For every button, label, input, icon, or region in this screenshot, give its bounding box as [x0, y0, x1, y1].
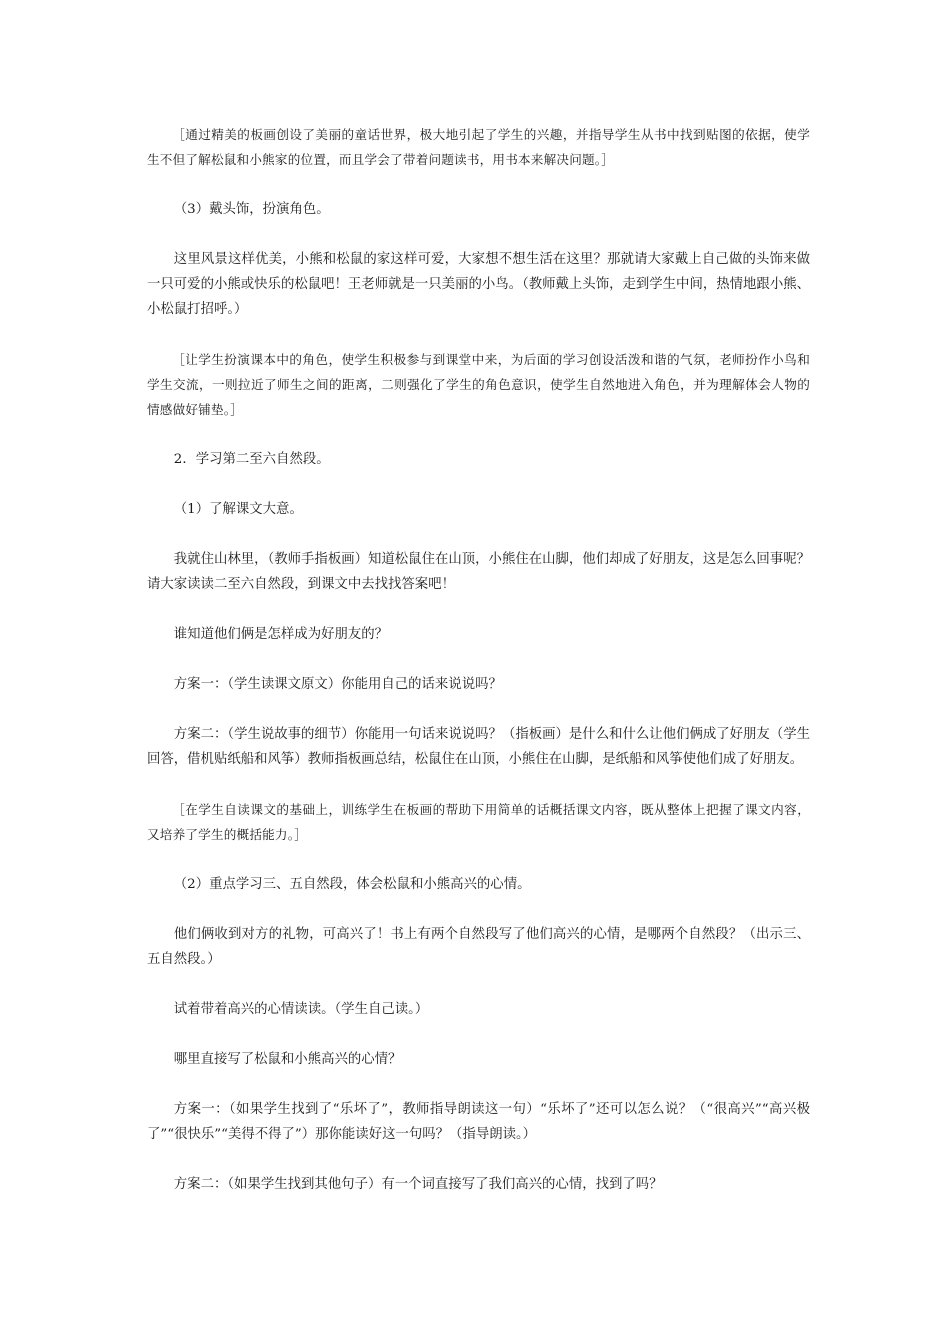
section-heading: （2）重点学习三、五自然段，体会松鼠和小熊高兴的心情。 — [173, 877, 531, 892]
section-heading: 2．学习第二至六自然段。 — [173, 452, 330, 467]
body-paragraph: 他们俩收到对方的礼物，可高兴了！书上有两个自然段写了他们高兴的心情，是哪两个自然段？（出示三、五自然段。） — [147, 927, 810, 967]
body-paragraph: 试着带着高兴的心情读读。（学生自己读。） — [173, 1002, 429, 1017]
section-heading: （1）了解课文大意。 — [173, 502, 303, 517]
body-paragraph: 方案一：（如果学生找到了“乐坏了”，教师指导朗读这一句）“乐坏了”还可以怎么说？（“很高兴”“高兴极了”“很快乐”“美得不得了”）那你能读好这一句吗？（指导朗读。） — [147, 1102, 810, 1142]
body-paragraph: 这里风景这样优美，小熊和松鼠的家这样可爱，大家想不想生活在这里？那就请大家戴上自己做的头饰来做一只可爱的小熊或快乐的松鼠吧！王老师就是一只美丽的小鸟。（教师戴上头饰，走到学生中间，热情地跟小熊、小松鼠打招呼。） — [147, 252, 810, 317]
body-paragraph: 方案一：（学生读课文原文）你能用自己的话来说说吗？ — [173, 677, 502, 692]
section-heading: （3）戴头饰，扮演角色。 — [173, 202, 330, 217]
body-paragraph: 方案二：（如果学生找到其他句子）有一个词直接写了我们高兴的心情，找到了吗？ — [173, 1177, 663, 1192]
teaching-note: ［让学生扮演课本中的角色，使学生积极参与到课堂中来，为后面的学习创设活泼和谐的气氛，老师扮作小鸟和学生交流，一则拉近了师生之间的距离，二则强化了学生的角色意识，使学生自然地进入角色，并为理解体会人物的情感做好铺垫。］ — [147, 352, 810, 417]
body-paragraph: 我就住山林里，（教师手指板画）知道松鼠住在山顶，小熊住在山脚，他们却成了好朋友，这是怎么回事呢？请大家读读二至六自然段，到课文中去找找答案吧！ — [147, 552, 810, 592]
body-paragraph: 谁知道他们俩是怎样成为好朋友的？ — [173, 627, 389, 642]
teaching-note: ［通过精美的板画创设了美丽的童话世界，极大地引起了学生的兴趣，并指导学生从书中找到贴图的依据，使学生不但了解松鼠和小熊家的位置，而且学会了带着问题读书，用书本来解决问题。］ — [147, 127, 810, 167]
body-paragraph: 哪里直接写了松鼠和小熊高兴的心情？ — [173, 1052, 402, 1067]
document-body — [147, 122, 810, 1222]
teaching-note: ［在学生自读课文的基础上，训练学生在板画的帮助下用简单的话概括课文内容，既从整体上把握了课文内容，又培养了学生的概括能力。］ — [147, 802, 810, 842]
body-paragraph: 方案二：（学生说故事的细节）你能用一句话来说说吗？（指板画）是什么和什么让他们俩成了好朋友（学生回答，借机贴纸船和风筝）教师指板画总结，松鼠住在山顶，小熊住在山脚，是纸船和风筝使他们成了好朋友。 — [147, 727, 810, 767]
